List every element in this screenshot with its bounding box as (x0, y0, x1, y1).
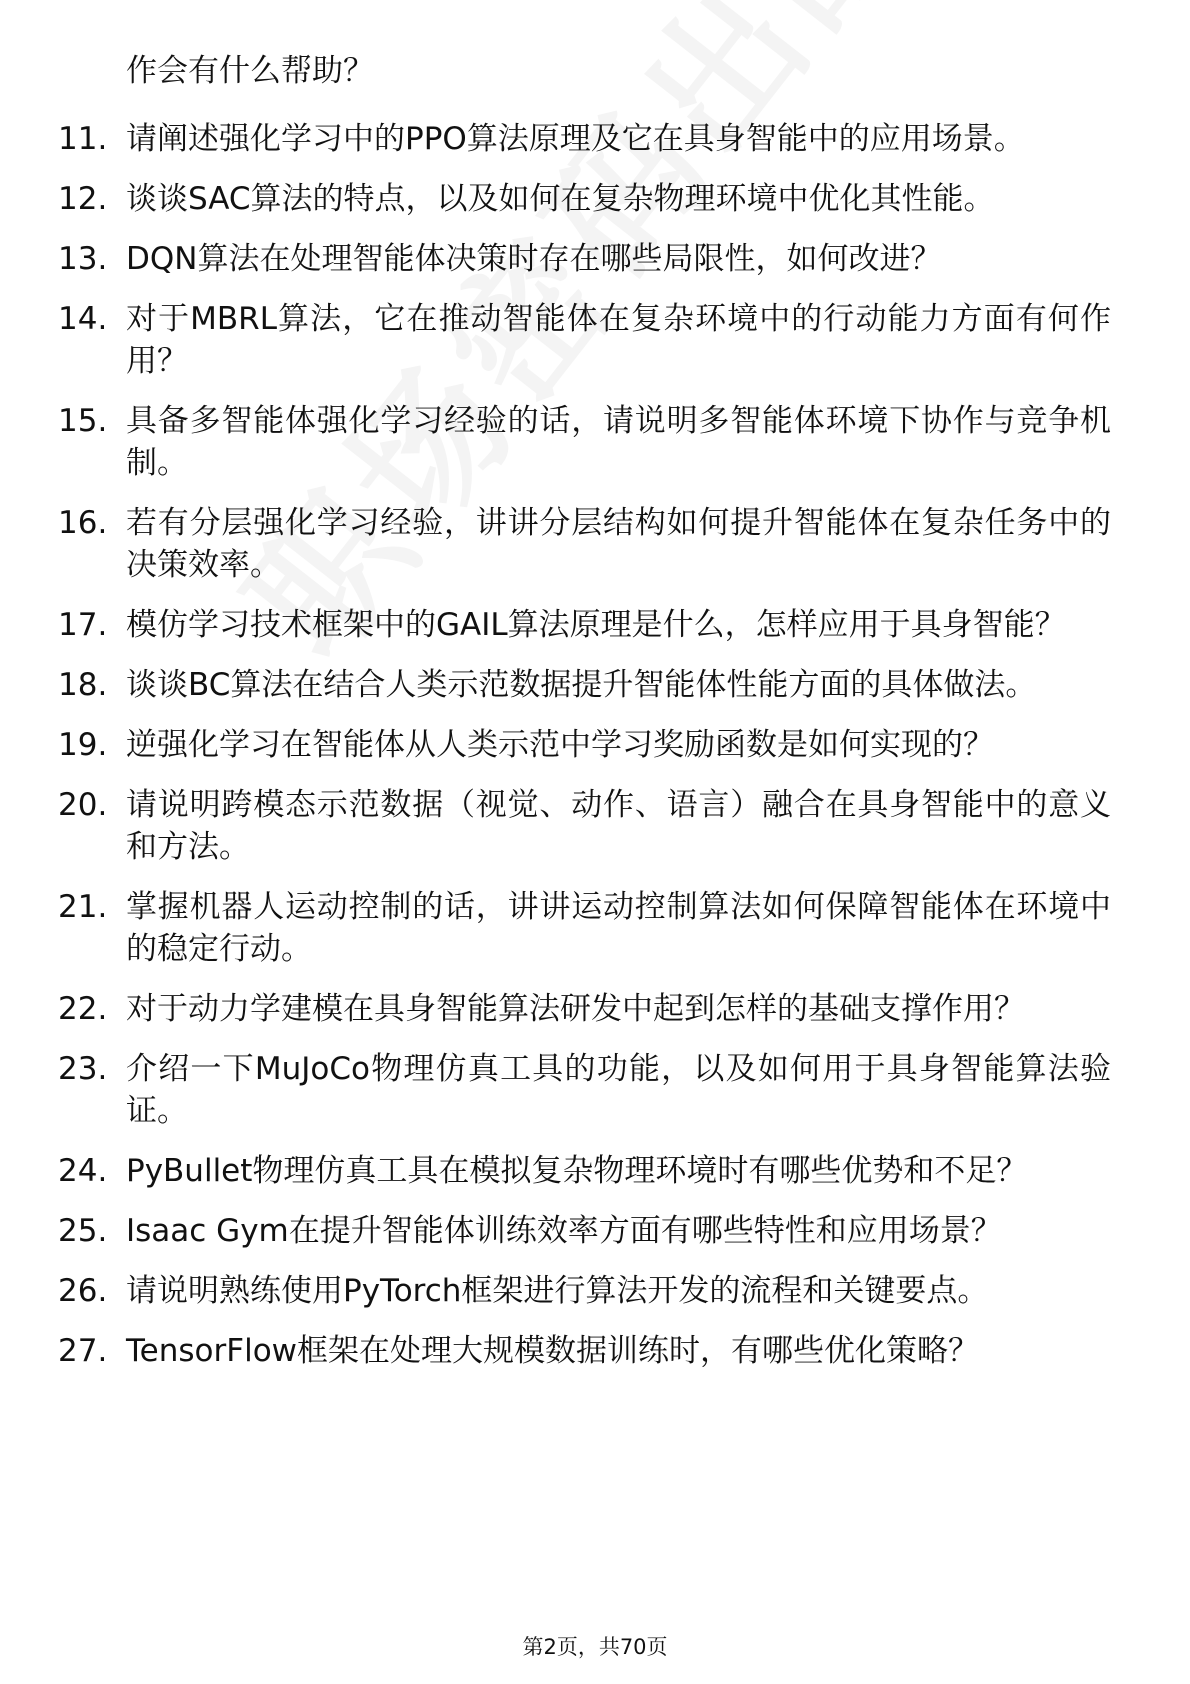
question-text: 请说明跨模态示范数据（视觉、动作、语言）融合在具身智能中的意义和方法。 (126, 787, 1111, 865)
question-text: 掌握机器人运动控制的话，讲讲运动控制算法如何保障智能体在环境中的稳定行动。 (126, 889, 1111, 967)
list-item (0, 298, 1190, 382)
list-item (0, 118, 1190, 160)
question-number: 27. (58, 1333, 108, 1369)
list-item (0, 724, 1190, 766)
question-number: 23. (58, 1051, 108, 1087)
question-number: 22. (58, 991, 108, 1027)
list-item (0, 238, 1190, 280)
question-text: 若有分层强化学习经验，讲讲分层结构如何提升智能体在复杂任务中的决策效率。 (126, 505, 1111, 583)
question-text: DQN算法在处理智能体决策时存在哪些局限性，如何改进？ (126, 241, 942, 277)
question-text: 谈谈BC算法在结合人类示范数据提升智能体性能方面的具体做法。 (126, 667, 1037, 703)
list-item (0, 886, 1190, 970)
question-text: 对于MBRL算法，它在推动智能体在复杂环境中的行动能力方面有何作用？ (126, 301, 1111, 379)
question-number: 26. (58, 1273, 108, 1309)
question-text: 具备多智能体强化学习经验的话，请说明多智能体环境下协作与竞争机制。 (126, 403, 1111, 481)
list-item (0, 604, 1190, 646)
question-text: 介绍一下MuJoCo物理仿真工具的功能，以及如何用于具身智能算法验证。 (126, 1051, 1111, 1129)
list-item (0, 400, 1190, 484)
question-number: 18. (58, 667, 108, 703)
question-number: 16. (58, 505, 108, 541)
question-number: 20. (58, 787, 108, 823)
question-list (0, 118, 1190, 1390)
list-item (0, 178, 1190, 220)
question-number: 17. (58, 607, 108, 643)
question-number: 11. (58, 121, 108, 157)
list-item (0, 1330, 1190, 1372)
question-number: 24. (58, 1153, 108, 1189)
question-number: 14. (58, 301, 108, 337)
list-item (0, 1210, 1190, 1252)
list-item (0, 784, 1190, 868)
list-item (0, 664, 1190, 706)
question-number: 19. (58, 727, 108, 763)
list-item (0, 1270, 1190, 1312)
question-number: 13. (58, 241, 108, 277)
question-text: 请说明熟练使用PyTorch框架进行算法开发的流程和关键要点。 (126, 1273, 989, 1309)
continuation-text: 作会有什么帮助？ (126, 53, 374, 89)
question-text: 请阐述强化学习中的PPO算法原理及它在具身智能中的应用场景。 (126, 121, 1025, 157)
question-number: 25. (58, 1213, 108, 1249)
list-item (0, 1048, 1190, 1132)
list-item (0, 988, 1190, 1030)
question-text: PyBullet物理仿真工具在模拟复杂物理环境时有哪些优势和不足？ (126, 1153, 1028, 1189)
question-text: 模仿学习技术框架中的GAIL算法原理是什么，怎样应用于具身智能？ (126, 607, 1066, 643)
question-text: Isaac Gym在提升智能体训练效率方面有哪些特性和应用场景？ (126, 1213, 1002, 1249)
question-text: 对于动力学建模在具身智能算法研发中起到怎样的基础支撑作用？ (126, 991, 1025, 1027)
page-footer: 第2页，共70页 (522, 1635, 668, 1659)
list-item (0, 1150, 1190, 1192)
question-number: 21. (58, 889, 108, 925)
question-text: TensorFlow框架在处理大规模数据训练时，有哪些优化策略？ (126, 1333, 980, 1369)
question-number: 12. (58, 181, 108, 217)
question-text: 谈谈SAC算法的特点，以及如何在复杂物理环境中优化其性能。 (126, 181, 995, 217)
list-item (0, 502, 1190, 586)
question-number: 15. (58, 403, 108, 439)
question-text: 逆强化学习在智能体从人类示范中学习奖励函数是如何实现的？ (126, 727, 994, 763)
